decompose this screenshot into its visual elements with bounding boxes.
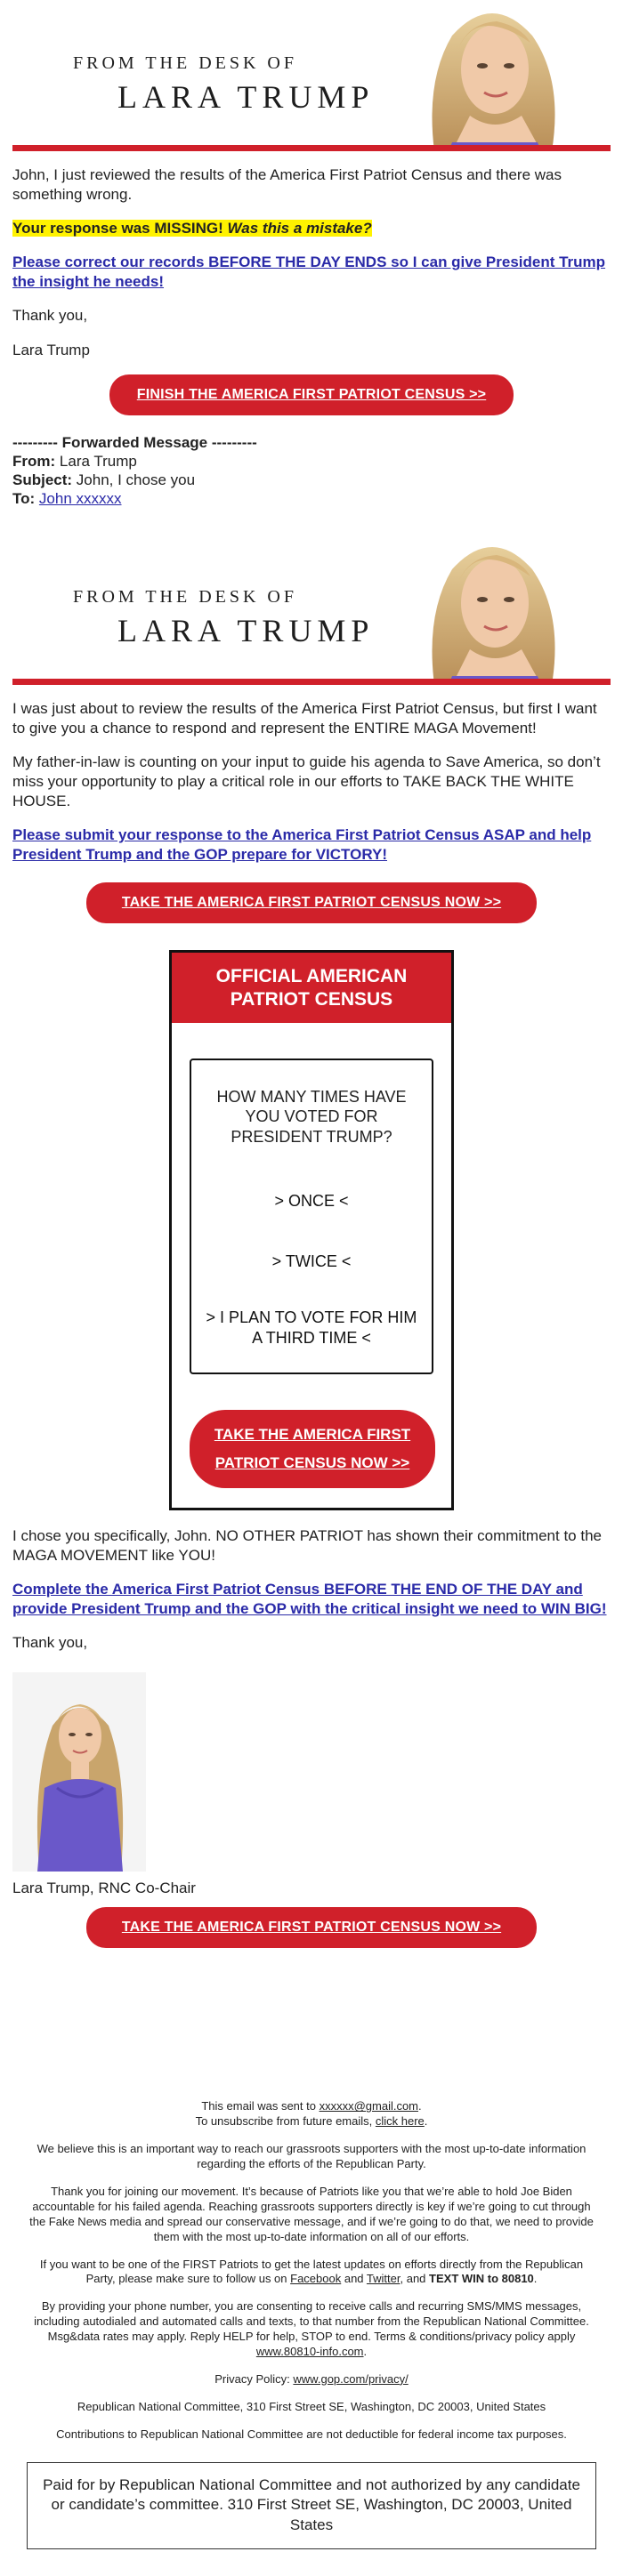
missing-text: Your response was MISSING! bbox=[12, 220, 223, 237]
subject-label: Subject: bbox=[12, 471, 73, 489]
take-census-button-1[interactable]: TAKE THE AMERICA FIRST PATRIOT CENSUS NOW >> bbox=[86, 882, 537, 923]
complete-census-link[interactable]: Complete the America First Patriot Census BEFORE THE END OF THE DAY and provide President Trump and the GOP with the critical insight we need to WIN BIG! bbox=[12, 1580, 607, 1618]
thanks-text: Thank you, bbox=[12, 307, 88, 325]
from-value: Lara Trump bbox=[59, 452, 137, 470]
email-footer bbox=[12, 2099, 611, 2549]
privacy-policy-text: Privacy Policy: www.gop.com/privacy/ bbox=[214, 2371, 409, 2386]
from-label: From: bbox=[12, 452, 56, 470]
mistake-text: Was this a mistake? bbox=[227, 220, 372, 237]
follow-text: If you want to be one of the FIRST Patriots to get the latest updates on efforts directly from the Republican Party, please make sure to follow us on Facebook and Twitter, and TEXT WIN to 80810. bbox=[39, 2257, 584, 2286]
from-the-desk-text: FROM THE DESK OF bbox=[73, 53, 297, 73]
lara-trump-photo bbox=[12, 1672, 146, 1872]
sent-to-text: This email was sent to xxxxxx@gmail.com. To unsubscribe from future emails, click here. bbox=[195, 2099, 428, 2129]
header-red-bar-2 bbox=[12, 679, 611, 685]
header-banner bbox=[12, 0, 611, 151]
signature-text: Lara Trump bbox=[12, 341, 90, 358]
to-label: To: bbox=[12, 490, 36, 508]
text-win-text: TEXT WIN to 80810 bbox=[429, 2272, 534, 2286]
privacy-link[interactable]: www.gop.com/privacy/ bbox=[293, 2371, 409, 2386]
lara-trump-name-2: LARA TRUMP bbox=[117, 612, 375, 648]
thanks-text-2: Thank you, bbox=[12, 1634, 88, 1652]
facebook-link[interactable]: Facebook bbox=[290, 2272, 342, 2286]
body2-paragraph-2: My father-in-law is counting on your input to guide his agenda to Save America, so don’t miss your opportunity to play a critical role in our efforts to TAKE BACK THE WHITE HOUSE. bbox=[12, 753, 601, 810]
signature-text-2: Lara Trump, RNC Co-Chair bbox=[12, 1880, 196, 1897]
lara-trump-portrait-image-2 bbox=[417, 534, 568, 685]
census-question-box bbox=[190, 1059, 433, 1374]
terms-link[interactable]: www.80810-info.com bbox=[255, 2344, 364, 2358]
unsubscribe-link[interactable]: click here bbox=[375, 2114, 425, 2129]
census-card-button[interactable]: TAKE THE AMERICA FIRST PATRIOT CENSUS NOW >> bbox=[190, 1410, 435, 1488]
from-the-desk-text-2: FROM THE DESK OF bbox=[73, 586, 297, 607]
body2-paragraph-1: I was just about to review the results of the America First Patriot Census, but first I want to give you a chance to respond and represent the ENTIRE MAGA Movement! bbox=[12, 699, 597, 737]
subject-value: John, I chose you bbox=[76, 471, 196, 489]
sent-email-link[interactable]: xxxxxx@gmail.com bbox=[319, 2099, 419, 2113]
footer-thanks-text: Thank you for joining our movement. It’s because of Patriots like you that we’re able to hold Joe Biden accountable for his failed agenda. Reaching grassroots supporters directly is key if we’re going to cut through the Fake News media and spread our conservative message, and if we’re going to do that, we need to provide them with the most up-to-date information on all of our efforts. bbox=[29, 2184, 594, 2243]
header-red-bar bbox=[12, 145, 611, 151]
submit-response-link[interactable]: Please submit your response to the America First Patriot Census ASAP and help President Trump and the GOP prepare for VICTORY! bbox=[12, 826, 592, 864]
body3-paragraph: I chose you specifically, John. NO OTHER PATRIOT has shown their commitment to the MAGA MOVEMENT like YOU! bbox=[12, 1526, 602, 1564]
take-census-button-2[interactable]: TAKE THE AMERICA FIRST PATRIOT CENSUS NOW >> bbox=[86, 1907, 537, 1948]
header-banner-2 bbox=[12, 534, 611, 685]
option-third-time[interactable]: > I PLAN TO VOTE FOR HIM A THIRD TIME < bbox=[206, 1308, 417, 1348]
believe-text: We believe this is an important way to reach our grassroots supporters with the most up-to-date information regarding the efforts of the Republican Party. bbox=[36, 2142, 587, 2171]
contributions-text: Contributions to Republican National Committee are not deductible for federal income tax purposes. bbox=[56, 2427, 567, 2441]
lara-trump-portrait-image bbox=[417, 0, 568, 151]
forwarded-message bbox=[12, 433, 611, 509]
forward-divider: --------- Forwarded Message --------- bbox=[12, 433, 257, 451]
twitter-link[interactable]: Twitter bbox=[366, 2272, 400, 2286]
lara-trump-name: LARA TRUMP bbox=[117, 79, 375, 115]
finish-census-button[interactable]: FINISH THE AMERICA FIRST PATRIOT CENSUS >> bbox=[109, 374, 514, 415]
intro-paragraph: John, I just reviewed the results of the America First Patriot Census and there was something wrong. bbox=[12, 166, 562, 204]
option-twice[interactable]: > TWICE < bbox=[271, 1252, 352, 1270]
address-text: Republican National Committee, 310 First Street SE, Washington, DC 20003, United States bbox=[77, 2399, 546, 2413]
phone-consent-text: By providing your phone number, you are consenting to receive calls and recurring SMS/MMS messages, including autodialed and automated calls and texts, to that number from the Republican National Committee. Msg&data rates may apply. Reply HELP for help, STOP to end. Terms & conditions/privacy policy apply www.80810-info.com. bbox=[34, 2299, 589, 2358]
paid-for-disclaimer: Paid for by Republican National Committee and not authorized by any candidate or candidate’s committee. 310 First Street SE, Washington, DC 20003, United States bbox=[27, 2462, 596, 2550]
to-value-link[interactable]: John xxxxxx bbox=[38, 490, 122, 508]
correct-records-link[interactable]: Please correct our records BEFORE THE DAY ENDS so I can give President Trump the insight he needs! bbox=[12, 254, 606, 291]
missing-notice bbox=[12, 219, 611, 238]
census-title: OFFICIAL AMERICAN PATRIOT CENSUS bbox=[172, 953, 451, 1022]
census-question: HOW MANY TIMES HAVE YOU VOTED FOR PRESIDENT TRUMP? bbox=[216, 1087, 407, 1146]
option-once[interactable]: > ONCE < bbox=[274, 1192, 349, 1211]
census-card bbox=[169, 950, 454, 1509]
